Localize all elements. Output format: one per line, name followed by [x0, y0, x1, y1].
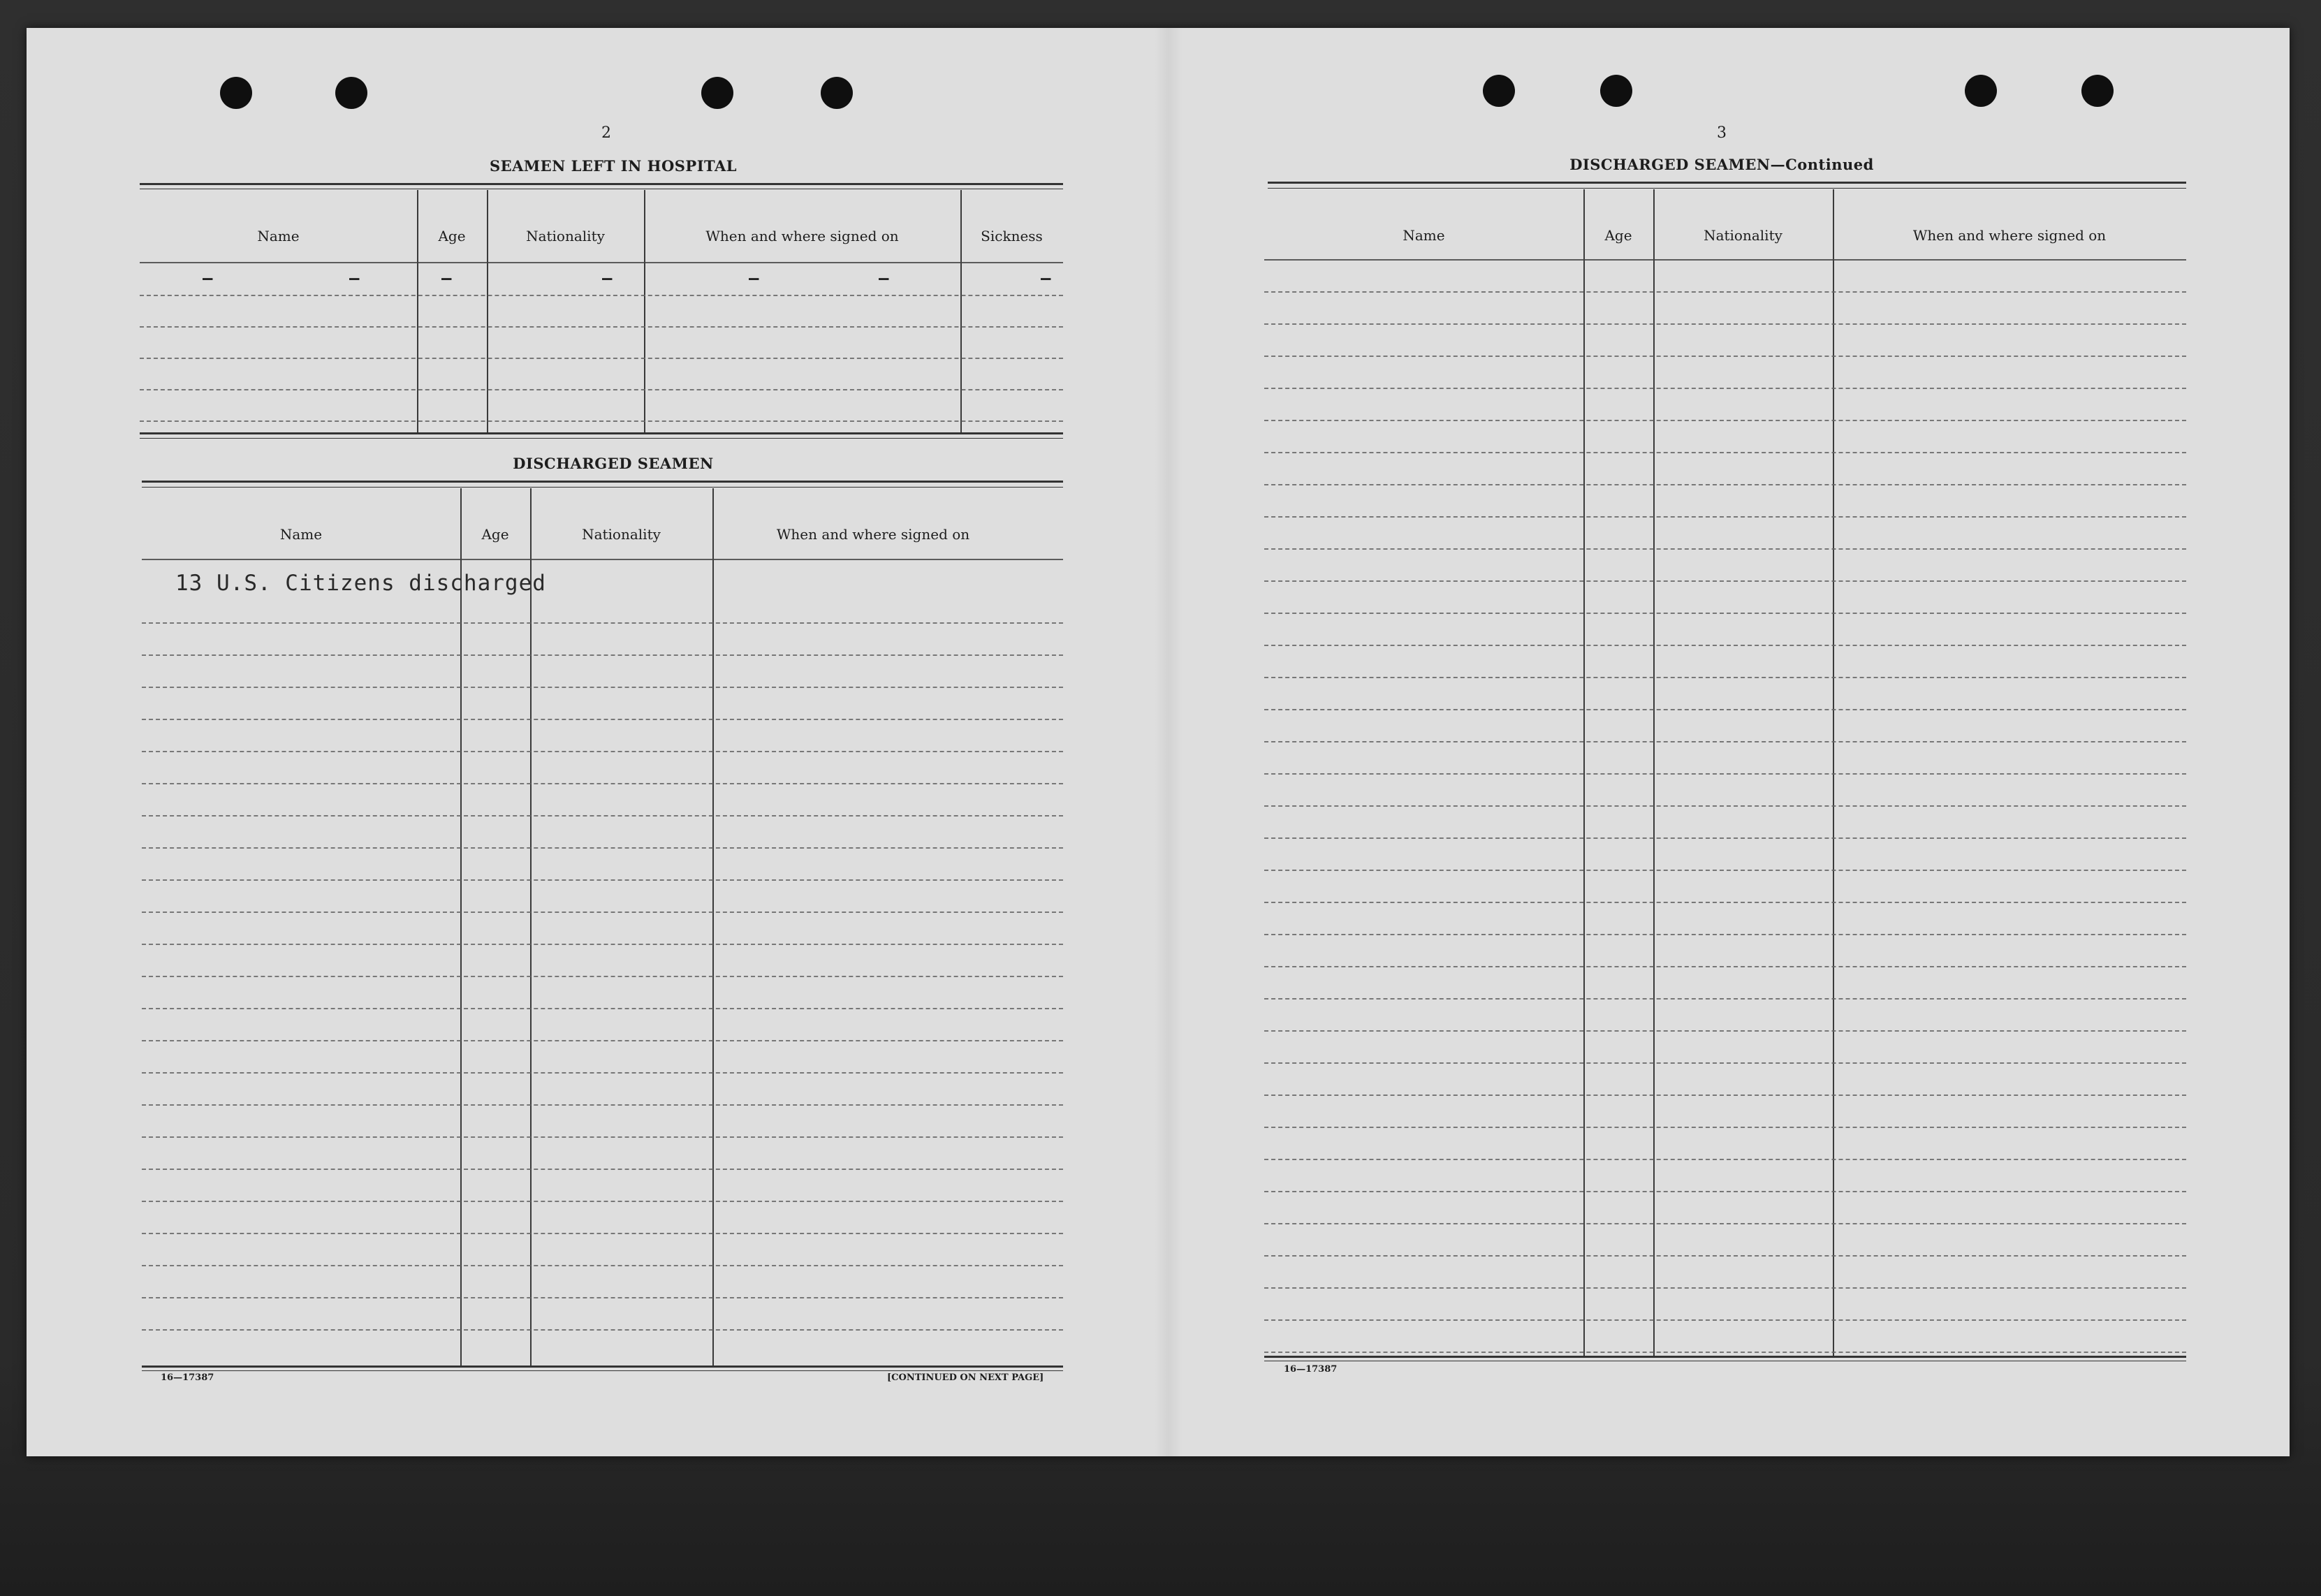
- row-line: [142, 1072, 1063, 1074]
- row-line: [142, 719, 1063, 720]
- rule: [142, 487, 1063, 488]
- row-line: [1264, 323, 2186, 325]
- column-header-name: Name: [279, 526, 323, 543]
- typed-entry: 13 U.S. Citizens discharged: [175, 571, 546, 596]
- row-line: [1264, 773, 2186, 775]
- row-line: [1264, 1255, 2186, 1257]
- row-line: [1264, 1030, 2186, 1032]
- row-line: [142, 976, 1063, 977]
- rule: [142, 481, 1063, 483]
- header-underline: [1264, 259, 2186, 261]
- column-header-signed-on: When and where signed on: [776, 526, 970, 543]
- right-page-number: 3: [1717, 124, 1727, 142]
- row-line: [1264, 356, 2186, 357]
- discharged-continued-table: [1264, 189, 2186, 1356]
- row-line: [1264, 1223, 2186, 1224]
- row-line: [1264, 677, 2186, 678]
- column-divider: [1653, 189, 1655, 1356]
- left-page-number: 2: [601, 124, 611, 142]
- dash-mark: –: [602, 268, 613, 288]
- row-line: [1264, 1159, 2186, 1160]
- row-line: [140, 389, 1063, 390]
- row-line: [142, 1201, 1063, 1202]
- header-underline: [140, 262, 1063, 263]
- rule: [1268, 182, 2186, 184]
- row-line: [1264, 870, 2186, 871]
- row-line: [1264, 420, 2186, 421]
- row-line: [1264, 1287, 2186, 1289]
- scanned-document: [27, 28, 2290, 1456]
- column-divider: [417, 190, 418, 432]
- column-header-name: Name: [1403, 227, 1445, 244]
- row-line: [140, 420, 1063, 422]
- row-line: [1264, 516, 2186, 518]
- row-line: [1264, 902, 2186, 903]
- column-divider: [1583, 189, 1585, 1356]
- punch-hole: [1965, 75, 1997, 107]
- row-line: [140, 358, 1063, 359]
- column-header-name: Name: [257, 228, 300, 244]
- right-form-number: 16—17387: [1284, 1364, 1338, 1375]
- row-line: [142, 1136, 1063, 1138]
- column-divider: [960, 190, 962, 432]
- rule: [1264, 1356, 2186, 1358]
- column-header-nationality: Nationality: [1704, 227, 1782, 244]
- page-fold: [1155, 28, 1183, 1456]
- header-underline: [142, 559, 1063, 560]
- row-line: [1264, 709, 2186, 710]
- row-line: [1264, 291, 2186, 293]
- row-line: [1264, 484, 2186, 485]
- column-header-signed-on: When and where signed on: [1912, 227, 2107, 244]
- rule: [142, 1366, 1063, 1368]
- dash-mark: –: [349, 268, 360, 288]
- dash-mark: –: [1041, 268, 1051, 288]
- row-line: [1264, 966, 2186, 967]
- row-line: [1264, 580, 2186, 582]
- row-line: [142, 1329, 1063, 1331]
- column-header-age: Age: [1604, 227, 1632, 244]
- left-form-number: 16—17387: [161, 1372, 214, 1383]
- rule: [140, 432, 1063, 434]
- punch-hole: [821, 77, 853, 109]
- column-header-nationality: Nationality: [526, 228, 605, 244]
- row-line: [1264, 1352, 2186, 1353]
- row-line: [142, 1233, 1063, 1234]
- column-divider: [487, 190, 488, 432]
- rule: [140, 438, 1063, 439]
- row-line: [142, 751, 1063, 752]
- row-line: [142, 783, 1063, 784]
- column-header-age: Age: [438, 228, 466, 244]
- dash-mark: –: [441, 268, 452, 288]
- column-header-nationality: Nationality: [582, 526, 661, 543]
- row-line: [142, 1104, 1063, 1106]
- punch-hole: [2081, 75, 2114, 107]
- row-line: [142, 1265, 1063, 1266]
- row-line: [140, 326, 1063, 328]
- dash-mark: –: [879, 268, 889, 288]
- row-line: [1264, 837, 2186, 839]
- dash-mark: –: [203, 268, 213, 288]
- punch-hole: [220, 77, 252, 109]
- row-line: [1264, 1191, 2186, 1192]
- column-divider: [644, 190, 645, 432]
- right-section-title: DISCHARGED SEAMEN—Continued: [1569, 156, 1874, 173]
- row-line: [1264, 452, 2186, 453]
- row-line: [1264, 805, 2186, 807]
- discharged-section-title: DISCHARGED SEAMEN: [513, 455, 714, 472]
- continued-note: [CONTINUED ON NEXT PAGE]: [887, 1372, 1044, 1383]
- row-line: [142, 1297, 1063, 1298]
- hospital-table: [140, 190, 1063, 432]
- row-line: [142, 622, 1063, 624]
- discharged-table: [142, 488, 1063, 1366]
- row-line: [1264, 934, 2186, 935]
- row-line: [1264, 1062, 2186, 1064]
- row-line: [1264, 1127, 2186, 1128]
- punch-hole: [1483, 75, 1515, 107]
- column-header-age: Age: [481, 526, 509, 543]
- row-line: [142, 687, 1063, 688]
- row-line: [142, 654, 1063, 656]
- row-line: [142, 1040, 1063, 1041]
- row-line: [142, 1169, 1063, 1170]
- row-line: [142, 912, 1063, 913]
- row-line: [1264, 388, 2186, 389]
- row-line: [142, 944, 1063, 945]
- column-header-sickness: Sickness: [981, 228, 1043, 244]
- row-line: [142, 815, 1063, 817]
- row-line: [1264, 613, 2186, 614]
- row-line: [142, 1008, 1063, 1009]
- punch-hole: [335, 77, 367, 109]
- rule: [142, 1370, 1063, 1371]
- rule: [140, 183, 1063, 185]
- column-header-signed-on: When and where signed on: [705, 228, 899, 244]
- row-line: [1264, 1094, 2186, 1096]
- dash-mark: –: [749, 268, 759, 288]
- rule: [1268, 188, 2186, 189]
- hospital-section-title: SEAMEN LEFT IN HOSPITAL: [489, 157, 738, 175]
- row-line: [142, 847, 1063, 849]
- row-line: [1264, 548, 2186, 550]
- column-divider: [1833, 189, 1834, 1356]
- punch-hole: [1600, 75, 1632, 107]
- row-line: [1264, 1319, 2186, 1321]
- row-line: [142, 879, 1063, 881]
- punch-hole: [701, 77, 733, 109]
- row-line: [1264, 998, 2186, 1000]
- row-line: [1264, 645, 2186, 646]
- row-line: [140, 295, 1063, 296]
- row-line: [1264, 741, 2186, 742]
